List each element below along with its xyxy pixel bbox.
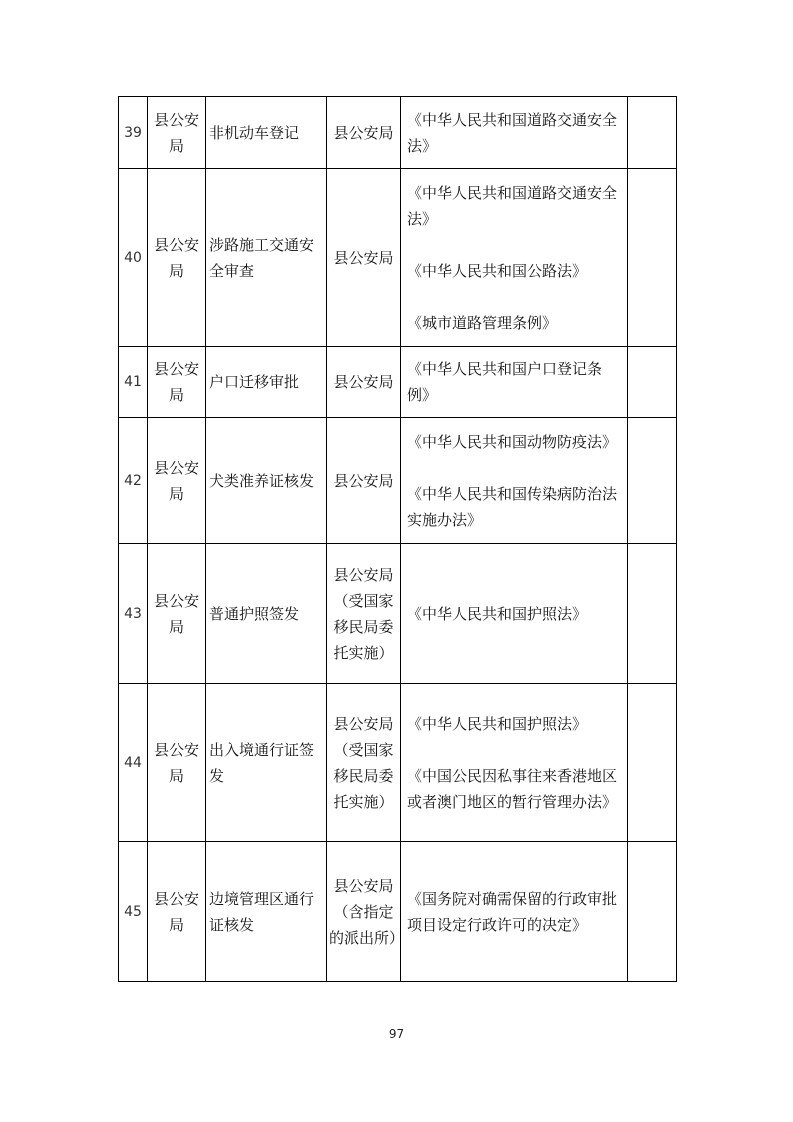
legal-basis-cell (401, 169, 628, 347)
implementing-body-cell: 县公安局 (327, 169, 401, 347)
table-row (119, 347, 677, 418)
implementing-body-cell: 县公安局 (327, 418, 401, 544)
item-name-cell: 出入境通行证签发 (206, 684, 327, 842)
item-name-cell: 犬类准养证核发 (206, 418, 327, 544)
legal-basis-entry: 《城市道路管理条例》 (407, 313, 558, 332)
remark-cell (628, 544, 677, 684)
remark-cell (628, 169, 677, 347)
row-number: 41 (119, 347, 148, 418)
legal-basis-cell (401, 684, 628, 842)
implementing-body-cell: 县公安局（含指定的派出所） (327, 842, 401, 982)
legal-basis-cell (401, 418, 628, 544)
legal-basis-entry: 《中华人民共和国护照法》 (407, 604, 588, 623)
row-number: 44 (119, 684, 148, 842)
table-row (119, 544, 677, 684)
legal-basis-cell (401, 544, 628, 684)
item-name-cell: 户口迁移审批 (206, 347, 327, 418)
agency-cell: 县公安局 (148, 842, 206, 982)
page-number: 97 (388, 1027, 405, 1041)
legal-basis-entry: 《中华人民共和国户口登记条例》 (407, 360, 603, 404)
agency-cell: 县公安局 (148, 684, 206, 842)
agency-cell: 县公安局 (148, 544, 206, 684)
licensing-items-table (118, 96, 677, 982)
row-number: 40 (119, 169, 148, 347)
legal-basis-cell (401, 842, 628, 982)
legal-basis-entry: 《中华人民共和国动物防疫法》 (407, 432, 618, 451)
agency-cell: 县公安局 (148, 97, 206, 169)
table-row (119, 418, 677, 544)
legal-basis-entry: 《国务院对确需保留的行政审批项目设定行政许可的决定》 (407, 889, 618, 934)
remark-cell (628, 842, 677, 982)
implementing-body-cell: 县公安局 (327, 97, 401, 169)
table-row (119, 169, 677, 347)
remark-cell (628, 418, 677, 544)
implementing-body-cell: 县公安局 (327, 347, 401, 418)
row-number: 39 (119, 97, 148, 169)
legal-basis-cell (401, 97, 628, 169)
table-row (119, 97, 677, 169)
item-name-cell: 非机动车登记 (206, 97, 327, 169)
row-number: 43 (119, 544, 148, 684)
table-row (119, 842, 677, 982)
remark-cell (628, 97, 677, 169)
agency-cell: 县公安局 (148, 418, 206, 544)
agency-cell: 县公安局 (148, 169, 206, 347)
agency-cell: 县公安局 (148, 347, 206, 418)
legal-basis-entry: 《中华人民共和国护照法》 (407, 714, 588, 733)
legal-basis-entry: 《中华人民共和国公路法》 (407, 261, 588, 280)
implementing-body-cell: 县公安局（受国家移民局委托实施） (327, 544, 401, 684)
legal-basis-entry: 《中华人民共和国传染病防治法实施办法》 (407, 484, 618, 529)
item-name-cell: 普通护照签发 (206, 544, 327, 684)
legal-basis-entry: 《中华人民共和国道路交通安全法》 (407, 110, 618, 155)
implementing-body-cell: 县公安局（受国家移民局委托实施） (327, 684, 401, 842)
row-number: 45 (119, 842, 148, 982)
item-name-cell: 边境管理区通行证核发 (206, 842, 327, 982)
remark-cell (628, 684, 677, 842)
legal-basis-entry: 《中国公民因私事往来香港地区或者澳门地区的暂行管理办法》 (407, 766, 618, 811)
row-number: 42 (119, 418, 148, 544)
table-row (119, 684, 677, 842)
remark-cell (628, 347, 677, 418)
legal-basis-cell (401, 347, 628, 418)
legal-basis-entry: 《中华人民共和国道路交通安全法》 (407, 183, 618, 228)
item-name-cell: 涉路施工交通安全审查 (206, 169, 327, 347)
